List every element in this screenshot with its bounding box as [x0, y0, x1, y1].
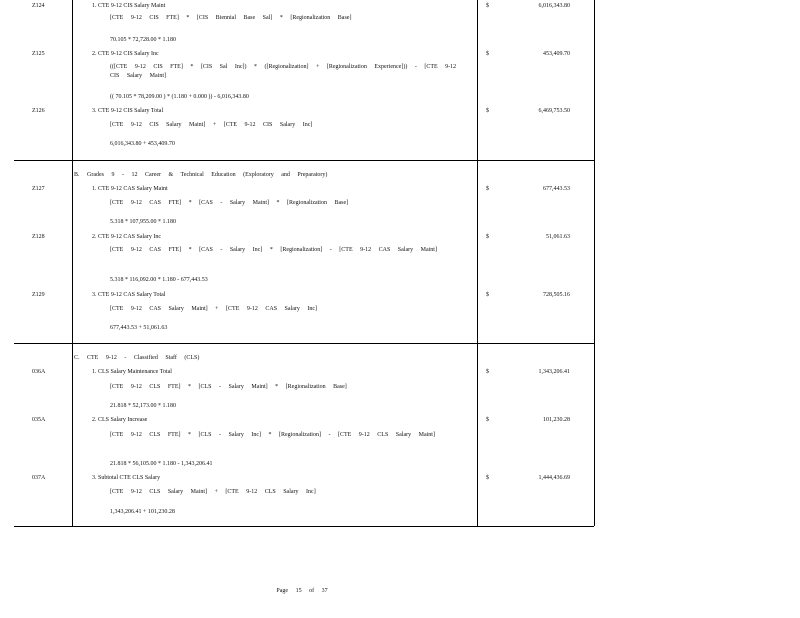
- row-code: Z129: [32, 292, 45, 298]
- row-amount: 1,343,206.41: [538, 369, 570, 375]
- row-code: Z125: [32, 51, 45, 57]
- row-amount: 453,409.70: [543, 51, 570, 57]
- column-divider-right: [477, 0, 478, 526]
- row-formula: [CTE 9-12 CLS FTE] * [CLS - Salary Maint] * [Regionalization Base]: [110, 384, 347, 390]
- row-amount: 677,443.53: [543, 186, 570, 192]
- row-calc: 1,343,206.41 + 101,230.28: [110, 509, 175, 515]
- row-formula: [CTE 9-12 CAS FTE] * [CAS - Salary Inc] * [Regionalization] - [CTE 9-12 CAS Salary Maint]: [110, 247, 437, 253]
- table-edge-right: [594, 0, 595, 526]
- currency-symbol: $: [486, 186, 489, 192]
- row-amount: 728,505.16: [543, 292, 570, 298]
- row-code: 037A: [32, 475, 46, 481]
- row-amount: 6,016,343.80: [538, 3, 570, 9]
- row-item: 1. CLS Salary Maintenance Total: [92, 369, 172, 375]
- section-heading: B. Grades 9 - 12 Career & Technical Education (Exploratory and Preparatory): [74, 172, 328, 178]
- block-separator: [14, 160, 594, 161]
- row-code: 035A: [32, 417, 46, 423]
- row-formula: (([CTE 9-12 CIS FTE] * [CIS Sal Inc]) * ([Regionalization] + [Regionalization Experience])) - [CTE 9-12 CIS Salary Maint]: [110, 64, 457, 79]
- row-code: Z124: [32, 3, 45, 9]
- row-code: 036A: [32, 369, 46, 375]
- row-formula: [CTE 9-12 CLS Salary Maint] + [CTE 9-12 CLS Salary Inc]: [110, 489, 316, 495]
- row-item: 2. CLS Salary Increase: [92, 417, 148, 423]
- row-item: 3. CTE 9-12 CAS Salary Total: [92, 292, 166, 298]
- row-formula: [CTE 9-12 CIS FTE] * [CIS Biennial Base Sal] * [Regionalization Base]: [110, 15, 352, 21]
- row-code: Z127: [32, 186, 45, 192]
- page-number: Page 15 of 37: [276, 588, 328, 594]
- row-calc: (( 70.105 * 78,209.00 ) * (1.180 + 0.000 )) - 6,016,343.80: [110, 94, 249, 100]
- row-item: 2. CTE 9-12 CAS Salary Inc: [92, 234, 161, 240]
- row-amount: 101,230.28: [543, 417, 570, 423]
- row-formula: [CTE 9-12 CIS Salary Maint] + [CTE 9-12 CIS Salary Inc]: [110, 122, 313, 128]
- row-code: Z128: [32, 234, 45, 240]
- column-divider-left: [72, 0, 73, 526]
- row-formula: [CTE 9-12 CAS FTE] * [CAS - Salary Maint] * [Regionalization Base]: [110, 200, 349, 206]
- row-item: 3. CTE 9-12 CIS Salary Total: [92, 108, 164, 114]
- row-calc: 21.818 * 52,173.00 * 1.180: [110, 403, 176, 409]
- row-item: 1. CTE 9-12 CIS Salary Maint: [92, 3, 166, 9]
- currency-symbol: $: [486, 234, 489, 240]
- row-calc: 21.818 * 56,105.00 * 1.180 - 1,343,206.41: [110, 461, 213, 467]
- row-calc: 677,443.53 + 51,061.63: [110, 325, 168, 331]
- row-calc: 6,016,343.80 + 453,409.70: [110, 141, 175, 147]
- row-amount: 6,469,753.50: [538, 108, 570, 114]
- row-item: 1. CTE 9-12 CAS Salary Maint: [92, 186, 168, 192]
- row-item: 2. CTE 9-12 CIS Salary Inc: [92, 51, 159, 57]
- currency-symbol: $: [486, 3, 489, 9]
- block-separator: [14, 343, 594, 344]
- currency-symbol: $: [486, 292, 489, 298]
- row-formula: [CTE 9-12 CAS Salary Maint] + [CTE 9-12 CAS Salary Inc]: [110, 306, 318, 312]
- section-heading: C. CTE 9-12 - Classified Staff (CLS): [74, 355, 200, 361]
- currency-symbol: $: [486, 51, 489, 57]
- row-code: Z126: [32, 108, 45, 114]
- row-calc: 70.105 * 72,728.00 * 1.180: [110, 37, 176, 43]
- row-amount: 51,061.63: [546, 234, 570, 240]
- row-item: 3. Subtotal CTE CLS Salary: [92, 475, 161, 481]
- currency-symbol: $: [486, 369, 489, 375]
- row-calc: 5.318 * 116,092.00 * 1.180 - 677,443.53: [110, 277, 208, 283]
- table-bottom-line: [14, 526, 594, 527]
- row-formula: [CTE 9-12 CLS FTE] * [CLS - Salary Inc] * [Regionalization] - [CTE 9-12 CLS Salary Maint]: [110, 432, 435, 438]
- row-amount: 1,444,436.69: [538, 475, 570, 481]
- currency-symbol: $: [486, 475, 489, 481]
- currency-symbol: $: [486, 108, 489, 114]
- currency-symbol: $: [486, 417, 489, 423]
- row-calc: 5.318 * 107,955.00 * 1.180: [110, 219, 176, 225]
